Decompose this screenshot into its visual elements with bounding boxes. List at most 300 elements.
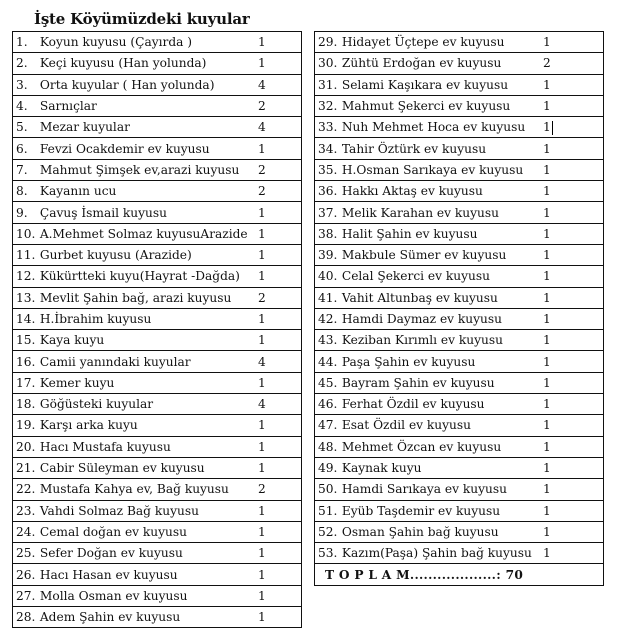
well-count-cell[interactable] xyxy=(258,181,302,202)
well-count: 1 xyxy=(258,35,266,50)
well-name-cell[interactable] xyxy=(315,32,544,53)
well-count-cell[interactable] xyxy=(258,564,302,585)
well-count-cell[interactable] xyxy=(543,394,604,415)
well-name-cell[interactable] xyxy=(315,287,544,308)
row-number: 31. xyxy=(318,77,338,92)
row-number: 22. xyxy=(16,482,36,497)
well-name: Bayram Şahin ev kuyusu xyxy=(341,375,495,390)
well-name-cell[interactable] xyxy=(13,53,259,74)
well-count: 1 xyxy=(543,461,551,476)
row-number: 33. xyxy=(318,120,338,135)
row-number: 6. xyxy=(16,141,28,156)
well-name-cell[interactable] xyxy=(315,372,544,393)
well-count-cell[interactable] xyxy=(543,223,604,244)
text-cursor xyxy=(552,121,553,135)
row-number: 5. xyxy=(16,120,28,135)
well-count-cell[interactable] xyxy=(258,159,302,180)
well-count-cell[interactable] xyxy=(543,436,604,457)
well-count: 1 xyxy=(543,248,551,263)
well-count-cell[interactable] xyxy=(258,223,302,244)
well-name: H.İbrahim kuyusu xyxy=(39,312,152,326)
well-name-cell[interactable] xyxy=(13,330,259,351)
table-row xyxy=(315,436,604,457)
table-row xyxy=(13,53,302,74)
table-row xyxy=(13,202,302,223)
well-name-cell[interactable] xyxy=(13,223,259,244)
well-name-cell[interactable] xyxy=(315,521,544,542)
well-count: 1 xyxy=(258,269,266,284)
table-row xyxy=(315,53,604,74)
well-name: Mehmet Özcan ev kuyusu xyxy=(341,439,502,454)
row-number: 43. xyxy=(318,333,338,348)
well-name: Vahit Altunbaş ev kuyusu xyxy=(341,290,498,305)
well-count-cell[interactable] xyxy=(258,457,302,478)
well-name: Hacı Hasan ev kuyusu xyxy=(39,567,178,582)
well-name: Çavuş İsmail kuyusu xyxy=(39,205,167,220)
table-row xyxy=(13,436,302,457)
well-name-cell[interactable] xyxy=(13,479,259,500)
table-row xyxy=(13,479,302,500)
well-name-cell[interactable] xyxy=(13,585,259,606)
well-name: Keçi kuyusu (Han yolunda) xyxy=(39,56,207,71)
total-dots: ..................: xyxy=(414,567,506,582)
well-count: 1 xyxy=(258,461,266,476)
well-name: Vahdi Solmaz Bağ kuyusu xyxy=(39,503,199,518)
well-count-cell[interactable] xyxy=(258,287,302,308)
table-row xyxy=(13,415,302,436)
well-name: Hidayet Üçtepe ev kuyusu xyxy=(341,35,505,50)
well-name-cell[interactable] xyxy=(13,500,259,521)
well-count-cell[interactable] xyxy=(543,330,604,351)
well-count-cell[interactable] xyxy=(543,457,604,478)
well-name: Kazım(Paşa) Şahin bağ kuyusu xyxy=(341,546,532,561)
table-row xyxy=(13,564,302,585)
well-count-cell[interactable] xyxy=(543,500,604,521)
row-number: 49. xyxy=(318,461,338,476)
table-row xyxy=(13,223,302,244)
well-count: 1 xyxy=(543,503,551,518)
row-number: 25. xyxy=(16,546,36,561)
well-count: 2 xyxy=(258,482,266,497)
table-row xyxy=(315,394,604,415)
well-name-cell[interactable] xyxy=(13,32,259,53)
well-count-cell[interactable] xyxy=(543,181,604,202)
row-number: 9. xyxy=(16,205,28,220)
well-name-cell[interactable] xyxy=(315,457,544,478)
well-count-cell[interactable] xyxy=(258,394,302,415)
well-count: 1 xyxy=(258,141,266,156)
well-name-cell[interactable] xyxy=(13,266,259,287)
total-label: T O P L A M. xyxy=(325,567,415,582)
well-count-cell[interactable] xyxy=(258,585,302,606)
well-name: Koyun kuyusu (Çayırda ) xyxy=(39,35,193,50)
well-name-cell[interactable] xyxy=(315,202,544,223)
well-name: Kaya kuyu xyxy=(39,333,105,348)
row-number: 41. xyxy=(318,290,338,305)
table-row xyxy=(13,521,302,542)
well-name-cell[interactable] xyxy=(315,479,544,500)
row-number: 2. xyxy=(16,56,28,71)
well-name: Keziban Kırımlı ev kuyusu xyxy=(341,333,503,348)
well-name: Kayanın ucu xyxy=(39,184,117,199)
table-row xyxy=(13,457,302,478)
well-name: Nuh Mehmet Hoca ev kuyusu xyxy=(341,120,526,135)
well-count-cell[interactable] xyxy=(258,266,302,287)
row-number: 39. xyxy=(318,248,338,263)
well-count-cell[interactable] xyxy=(258,138,302,159)
well-name-cell[interactable] xyxy=(315,415,544,436)
well-name: Selami Kaşıkara ev kuyusu xyxy=(341,77,509,92)
table-row xyxy=(13,372,302,393)
well-name-cell[interactable] xyxy=(315,159,544,180)
table-row xyxy=(13,287,302,308)
row-number: 18. xyxy=(16,397,36,412)
well-count-cell[interactable] xyxy=(543,415,604,436)
row-number: 36. xyxy=(318,184,338,199)
well-count-cell[interactable] xyxy=(258,436,302,457)
well-count-cell[interactable] xyxy=(543,479,604,500)
well-name-cell[interactable] xyxy=(315,223,544,244)
well-count-cell[interactable] xyxy=(258,479,302,500)
table-row xyxy=(315,415,604,436)
well-name: Karşı arka kuyu xyxy=(39,418,138,433)
well-name-cell[interactable] xyxy=(13,308,259,329)
table-row xyxy=(13,308,302,329)
table-row xyxy=(13,500,302,521)
row-number: 44. xyxy=(318,354,338,369)
well-name-cell[interactable] xyxy=(13,117,259,138)
well-count: 4 xyxy=(258,397,266,412)
well-count: 1 xyxy=(258,248,266,263)
row-number: 42. xyxy=(318,312,338,326)
well-name: Ferhat Özdil ev kuyusu xyxy=(341,397,485,412)
row-number: 45. xyxy=(318,375,338,390)
well-count: 1 xyxy=(543,226,551,241)
row-number: 1. xyxy=(16,35,28,50)
row-number: 21. xyxy=(16,461,36,476)
well-count-cell[interactable] xyxy=(258,244,302,265)
well-name: Mahmut Şekerci ev kuyusu xyxy=(341,99,511,114)
table-row xyxy=(13,543,302,564)
table-row xyxy=(315,457,604,478)
well-name: Cemal doğan ev kuyusu xyxy=(39,524,187,539)
well-name: Halit Şahin ev kuyusu xyxy=(341,226,478,241)
well-count: 1 xyxy=(258,226,266,241)
well-count: 1 xyxy=(543,482,551,497)
well-name: Celal Şekerci ev kuyusu xyxy=(341,269,490,284)
well-name: Gurbet kuyusu (Arazide) xyxy=(39,248,192,263)
well-count: 1 xyxy=(543,439,551,454)
well-count-cell[interactable] xyxy=(258,330,302,351)
well-name-cell[interactable] xyxy=(315,181,544,202)
well-name: Makbule Sümer ev kuyusu xyxy=(341,248,507,263)
well-name-cell[interactable] xyxy=(13,95,259,116)
well-count: 1 xyxy=(543,141,551,156)
well-count: 2 xyxy=(258,162,266,177)
well-count: 1 xyxy=(543,184,551,199)
row-number: 29. xyxy=(318,35,338,50)
well-count-cell[interactable] xyxy=(543,202,604,223)
row-number: 13. xyxy=(16,290,36,305)
well-name-cell[interactable] xyxy=(315,138,544,159)
total-cell[interactable] xyxy=(315,564,604,585)
row-number: 46. xyxy=(318,397,338,412)
well-count-cell[interactable] xyxy=(258,543,302,564)
well-count-cell[interactable] xyxy=(258,351,302,372)
well-count-cell[interactable] xyxy=(258,95,302,116)
table-row xyxy=(315,500,604,521)
row-number: 32. xyxy=(318,99,338,114)
table-row xyxy=(315,159,604,180)
well-count: 1 xyxy=(258,418,266,433)
well-count-cell[interactable] xyxy=(258,74,302,95)
row-number: 11. xyxy=(16,248,36,263)
table-row xyxy=(315,138,604,159)
well-name: Cabir Süleyman ev kuyusu xyxy=(39,461,205,476)
well-name: Camii yanındaki kuyular xyxy=(39,354,191,369)
well-count: 2 xyxy=(258,290,266,305)
well-name-cell[interactable] xyxy=(315,394,544,415)
row-number: 48. xyxy=(318,439,338,454)
row-number: 17. xyxy=(16,375,36,390)
well-name-cell[interactable] xyxy=(13,436,259,457)
well-name: Osman Şahin bağ kuyusu xyxy=(341,524,499,539)
well-name: Fevzi Ocakdemir ev kuyusu xyxy=(39,141,210,156)
well-count: 1 xyxy=(258,56,266,71)
wells-table-right xyxy=(314,31,604,586)
well-name-cell[interactable] xyxy=(315,330,544,351)
row-number: 19. xyxy=(16,418,36,433)
total-value: 70 xyxy=(505,567,524,582)
table-row xyxy=(13,244,302,265)
row-number: 3. xyxy=(16,77,28,92)
table-row xyxy=(13,95,302,116)
well-count: 1 xyxy=(543,312,551,326)
well-count-cell[interactable] xyxy=(258,372,302,393)
row-number: 28. xyxy=(16,610,36,625)
well-count-cell[interactable] xyxy=(543,159,604,180)
well-name: Kemer kuyu xyxy=(39,375,115,390)
well-count: 1 xyxy=(543,546,551,561)
row-number: 35. xyxy=(318,162,338,177)
row-number: 50. xyxy=(318,482,338,497)
well-name-cell[interactable] xyxy=(13,287,259,308)
well-name-cell[interactable] xyxy=(13,181,259,202)
total-row xyxy=(315,564,604,585)
well-count: 1 xyxy=(543,290,551,305)
well-name-cell[interactable] xyxy=(315,53,544,74)
well-name-cell[interactable] xyxy=(315,436,544,457)
well-name-cell[interactable] xyxy=(13,244,259,265)
table-row xyxy=(13,585,302,606)
table-row xyxy=(315,181,604,202)
well-count: 1 xyxy=(258,503,266,518)
well-name-cell[interactable] xyxy=(315,95,544,116)
well-name-cell[interactable] xyxy=(315,244,544,265)
well-count: 1 xyxy=(258,610,266,625)
well-name: Mahmut Şimşek ev,arazi kuyusu xyxy=(39,162,240,177)
well-count-cell[interactable] xyxy=(258,607,302,628)
row-number: 16. xyxy=(16,354,36,369)
well-count: 1 xyxy=(543,77,551,92)
well-count: 1 xyxy=(258,205,266,220)
table-row xyxy=(315,521,604,542)
well-count: 1 xyxy=(543,35,551,50)
well-count-cell[interactable] xyxy=(543,287,604,308)
well-count-cell[interactable] xyxy=(543,308,604,329)
row-number: 24. xyxy=(16,524,36,539)
table-row xyxy=(13,32,302,53)
well-count-cell[interactable] xyxy=(543,95,604,116)
well-count: 4 xyxy=(258,354,266,369)
well-count-cell[interactable] xyxy=(543,351,604,372)
well-name-cell[interactable] xyxy=(13,457,259,478)
well-count: 1 xyxy=(543,205,551,220)
well-name: Molla Osman ev kuyusu xyxy=(39,588,188,603)
well-count: 2 xyxy=(258,184,266,199)
well-count: 2 xyxy=(258,99,266,114)
table-row xyxy=(315,95,604,116)
well-name-cell[interactable] xyxy=(315,74,544,95)
document-title: İşte Köyümüzdeki kuyular xyxy=(34,10,250,28)
row-number: 52. xyxy=(318,524,338,539)
well-name-cell[interactable] xyxy=(315,117,544,138)
well-count: 1 xyxy=(543,333,551,348)
well-name: Hamdi Sarıkaya ev kuyusu xyxy=(341,482,507,497)
well-name-cell[interactable] xyxy=(315,308,544,329)
well-count: 1 xyxy=(543,120,551,135)
well-count-cell[interactable] xyxy=(543,117,604,138)
row-number: 27. xyxy=(16,588,36,603)
table-row xyxy=(13,351,302,372)
row-number: 26. xyxy=(16,567,36,582)
row-number: 30. xyxy=(318,56,338,71)
well-count-cell[interactable] xyxy=(543,543,604,564)
well-name-cell[interactable] xyxy=(13,394,259,415)
well-name-cell[interactable] xyxy=(13,138,259,159)
row-number: 14. xyxy=(16,312,36,326)
row-number: 7. xyxy=(16,162,28,177)
well-name-cell[interactable] xyxy=(13,159,259,180)
table-row xyxy=(315,32,604,53)
well-count-cell[interactable] xyxy=(258,32,302,53)
well-name-cell[interactable] xyxy=(13,564,259,585)
well-count-cell[interactable] xyxy=(258,500,302,521)
well-name: Kükürtteki kuyu(Hayrat -Dağda) xyxy=(39,269,240,284)
table-row xyxy=(315,202,604,223)
table-row xyxy=(315,543,604,564)
well-count: 1 xyxy=(258,375,266,390)
well-count-cell[interactable] xyxy=(543,372,604,393)
table-row xyxy=(13,117,302,138)
well-count-cell[interactable] xyxy=(258,53,302,74)
well-count-cell[interactable] xyxy=(543,138,604,159)
row-number: 15. xyxy=(16,333,36,348)
well-name: Sefer Doğan ev kuyusu xyxy=(39,546,183,561)
well-name-cell[interactable] xyxy=(315,266,544,287)
table-row xyxy=(13,266,302,287)
row-number: 40. xyxy=(318,269,338,284)
well-name: Göğüsteki kuyular xyxy=(39,397,154,412)
well-count: 1 xyxy=(258,524,266,539)
table-row xyxy=(13,181,302,202)
well-count-cell[interactable] xyxy=(543,266,604,287)
row-number: 20. xyxy=(16,439,36,454)
row-number: 47. xyxy=(318,418,338,433)
well-name-cell[interactable] xyxy=(315,543,544,564)
well-count: 1 xyxy=(543,375,551,390)
row-number: 38. xyxy=(318,226,338,241)
row-number: 23. xyxy=(16,503,36,518)
well-name-cell[interactable] xyxy=(13,543,259,564)
table-row xyxy=(13,159,302,180)
row-number: 34. xyxy=(318,141,338,156)
well-name-cell[interactable] xyxy=(315,500,544,521)
table-row xyxy=(13,138,302,159)
well-count: 1 xyxy=(543,418,551,433)
well-name-cell[interactable] xyxy=(13,521,259,542)
row-number: 10. xyxy=(16,226,36,241)
well-count: 2 xyxy=(543,56,551,71)
row-number: 51. xyxy=(318,503,338,518)
well-name-cell[interactable] xyxy=(315,351,544,372)
well-name: Orta kuyular ( Han yolunda) xyxy=(39,77,215,92)
table-row xyxy=(315,223,604,244)
well-count-cell[interactable] xyxy=(258,117,302,138)
well-count-cell[interactable] xyxy=(543,74,604,95)
well-name-cell[interactable] xyxy=(13,607,259,628)
well-name: Zühtü Erdoğan ev kuyusu xyxy=(341,56,502,71)
well-name: Kaynak kuyu xyxy=(341,461,422,476)
well-count-cell[interactable] xyxy=(543,521,604,542)
well-count: 1 xyxy=(258,567,266,582)
table-row xyxy=(13,394,302,415)
row-number: 8. xyxy=(16,184,28,199)
well-count: 1 xyxy=(258,546,266,561)
table-row xyxy=(13,607,302,628)
table-row xyxy=(315,287,604,308)
table-row xyxy=(315,244,604,265)
well-count: 1 xyxy=(543,162,551,177)
well-name-cell[interactable] xyxy=(13,351,259,372)
well-count: 1 xyxy=(258,333,266,348)
well-count-cell[interactable] xyxy=(543,53,604,74)
well-count-cell[interactable] xyxy=(543,32,604,53)
well-name: Paşa Şahin ev kuyusu xyxy=(341,354,476,369)
row-number: 53. xyxy=(318,546,338,561)
well-name-cell[interactable] xyxy=(13,74,259,95)
well-count: 1 xyxy=(543,99,551,114)
well-name: Mustafa Kahya ev, Bağ kuyusu xyxy=(39,482,229,497)
well-count-cell[interactable] xyxy=(258,521,302,542)
well-count-cell[interactable] xyxy=(258,202,302,223)
table-row xyxy=(315,351,604,372)
well-name-cell[interactable] xyxy=(13,415,259,436)
well-name: Mezar kuyular xyxy=(39,120,130,135)
well-count: 4 xyxy=(258,120,266,135)
well-name-cell[interactable] xyxy=(13,372,259,393)
well-name-cell[interactable] xyxy=(13,202,259,223)
well-count: 1 xyxy=(258,588,266,603)
well-count: 1 xyxy=(543,354,551,369)
table-row xyxy=(315,330,604,351)
well-count-cell[interactable] xyxy=(258,308,302,329)
well-name: H.Osman Sarıkaya ev kuyusu xyxy=(341,162,524,177)
well-count-cell[interactable] xyxy=(258,415,302,436)
well-name: Adem Şahin ev kuyusu xyxy=(39,610,181,625)
well-name: Esat Özdil ev kuyusu xyxy=(341,418,471,433)
well-count-cell[interactable] xyxy=(543,244,604,265)
